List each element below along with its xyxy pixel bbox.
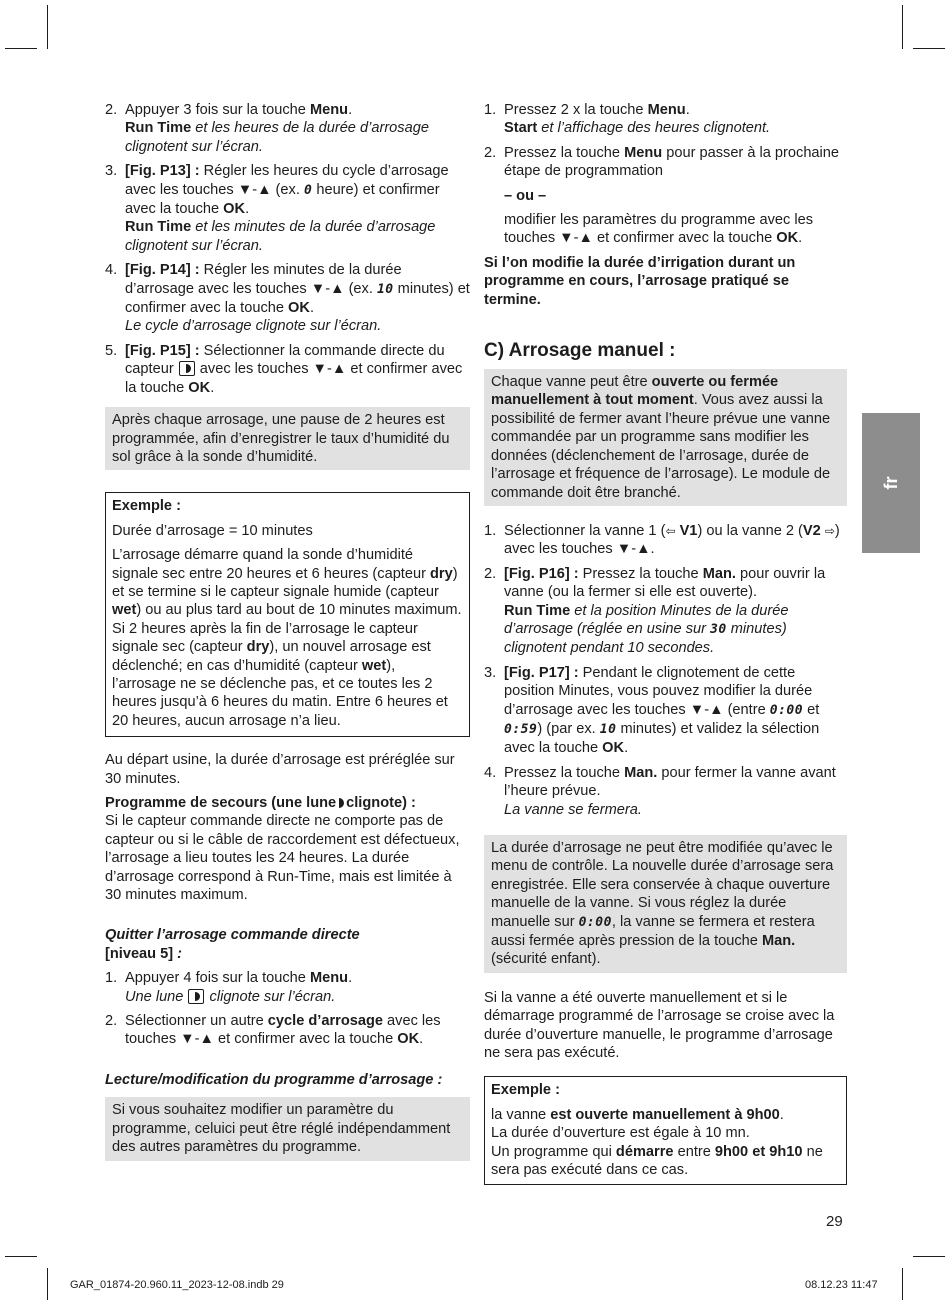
text: . (779, 1106, 784, 1123)
figure-ref: [Fig. P17] : (504, 664, 579, 681)
display-label: Run Time (125, 120, 192, 137)
text: est ouverte manuellement à 9h00 (550, 1106, 780, 1123)
text: Si le capteur commande directe ne comporte pas de capteur ou si le câble de raccordement est défectueux, l’arrosage a lieu toutes les 24 heures. La durée d’arrosage correspond à Run-Time, mais est limitée à 30 minutes maximum. (105, 813, 460, 904)
text: pour passer à la prochaine étape de programmation (504, 144, 840, 180)
text: Régler les heures du cycle d’arrosage avec les touches ▼-▲ (ex. (125, 163, 449, 198)
step-number: 1. (484, 522, 497, 539)
list-item (105, 969, 470, 1006)
text: entre (673, 1143, 715, 1160)
crop-mark (913, 48, 945, 49)
text: heure) et confirmer avec la touche (125, 181, 440, 218)
figure-ref: [Fig. P16] : (504, 565, 579, 582)
text: , la vanne se fermera et restera aussi fermée après pression de la touche (491, 913, 815, 950)
example-box (105, 492, 470, 737)
key-label: Menu (647, 102, 686, 118)
info-box (484, 835, 847, 973)
example-text (112, 546, 463, 730)
text: [niveau 5] (105, 945, 174, 962)
text: ), l’arrosage ne se déclenche pas, et ce toutes les 2 heures jusqu’à 6 heures du matin. Entre 6 heures et 20 heures, aucun arrosage n’a lieu. (112, 657, 448, 729)
list-item (105, 1012, 470, 1049)
step-number: 5. (105, 342, 118, 359)
footer-date: 08.12.23 11:47 (805, 1279, 878, 1291)
section-title: C) Arrosage manuel : (484, 340, 676, 362)
step-number: 3. (484, 664, 497, 681)
text: V1 (679, 522, 698, 539)
text: (sécurité enfant). (491, 951, 601, 968)
step-number: 2. (484, 565, 497, 582)
paragraph: Au départ usine, la durée d’arrosage est préréglée sur 30 minutes. (105, 752, 455, 787)
text: . (309, 300, 314, 317)
example-title: Exemple : (112, 498, 181, 515)
text: ) ou la vanne 2 ( (697, 522, 803, 539)
list-item (484, 144, 847, 248)
text: . Vous avez aussi la possibilité de fermer avant l’heure prévue une vanne commandée par un programme sans modifier les données (déclenchement de l’arrosage, durée de l’arrosage et fréquence de l’arrosage). Le module de commande doit être branché. (491, 392, 831, 501)
example-text (491, 1106, 840, 1180)
text: et les minutes de la durée d’arrosage clignotent sur l’écran. (125, 219, 436, 254)
text: L’arrosage démarre quand la sonde d’humidité signale sec entre 20 heures et 6 heures (capteur (112, 547, 431, 582)
arrow-left-icon: ⇦ (665, 523, 676, 538)
text: . (245, 201, 250, 218)
text: minutes) et validez la sélection avec la touche (504, 720, 820, 757)
lcd-value: 30 (710, 621, 727, 637)
key-label: Man. (624, 764, 658, 781)
lcd-value: 0 (303, 182, 313, 198)
text: Appuyer 3 fois sur la touche (125, 102, 306, 118)
lcd-value: 10 (376, 281, 394, 297)
text: modifier les paramètres du programme avec les touches ▼-▲ et confirmer avec la touche (504, 212, 814, 247)
key-label: OK (397, 1031, 420, 1048)
list-item (484, 664, 847, 758)
crop-mark (47, 1268, 48, 1300)
key-label: OK (602, 740, 625, 757)
language-tab (862, 413, 920, 553)
text: ) et se termine si le capteur signale humide (capteur (112, 565, 458, 600)
key-label: OK (188, 379, 211, 396)
list-item (105, 342, 470, 397)
list-item (105, 162, 470, 255)
text: Un programme qui (491, 1143, 616, 1160)
list-item (484, 522, 847, 559)
list-item (105, 101, 470, 156)
text: la vanne (491, 1106, 551, 1123)
text: et les heures de la durée d’arrosage clignotent sur l’écran. (125, 120, 429, 155)
quit-steps (105, 969, 470, 1049)
info-box (105, 1097, 470, 1160)
step-number: 1. (484, 102, 497, 118)
text: Sélectionner la vanne 1 ( (504, 522, 666, 539)
step-number: 2. (484, 144, 497, 161)
text: La durée d’ouverture est égale à 10 mn. (491, 1125, 750, 1142)
lcd-value: 0:59 (504, 721, 538, 737)
text: Programme de secours (une lune (105, 795, 337, 811)
step-number: 1. (105, 970, 118, 987)
figure-ref: [Fig. P15] : (125, 342, 200, 359)
warning-text: Si l’on modifie la durée d’irrigation durant un programme en cours, l’arrosage pratiqué se termine. (484, 254, 796, 308)
text: Régler les minutes de la durée d’arrosage avec les touches ▼-▲ (ex. (125, 262, 402, 297)
text: ), un nouvel arrosage est déclenché; en cas d’humidité (capteur (112, 639, 431, 674)
list-item (484, 764, 847, 819)
text: . (348, 102, 353, 118)
text: minutes) et confirmer avec la touche (125, 280, 470, 317)
text: avec les touches ▼-▲ et confirmer avec la touche (125, 1013, 441, 1048)
text: . (348, 970, 353, 987)
list-item (484, 101, 847, 138)
text: Sélectionner la commande directe du capteur (125, 342, 445, 378)
example-title: Exemple : (491, 1082, 560, 1099)
language-label: fr (880, 476, 901, 490)
step-number: 2. (105, 1013, 118, 1030)
steps-list (105, 101, 470, 397)
text: Pendant le clignotement de cette position Minutes, vous pouvez modifier la durée d’arrosage avec les touches ▼-▲ (entre (504, 664, 813, 718)
text: dry (246, 639, 270, 656)
crop-mark (5, 48, 37, 49)
text: Si vous souhaitez modifier un paramètre du programme, celuici peut être réglé indépendamment des autres paramètres du programme. (112, 1102, 451, 1156)
example-box (484, 1076, 847, 1184)
text: . (419, 1031, 424, 1048)
text: Après chaque arrosage, une pause de 2 heures est programmée, afin d’enregistrer le taux d’humidité du sol grâce à la sonde d’humidité. (112, 412, 450, 465)
text: et (803, 701, 820, 718)
text: cycle d’arrosage (267, 1013, 383, 1030)
moon-icon (339, 798, 344, 808)
text: Pressez la touche (504, 764, 625, 781)
list-item (105, 261, 470, 336)
example-line: Durée d’arrosage = 10 minutes (112, 522, 313, 539)
display-label: Start (504, 120, 538, 137)
text: 9h00 et 9h10 (714, 1143, 803, 1160)
text: Pressez la touche (578, 565, 703, 582)
crop-mark (47, 5, 48, 49)
key-label: OK (776, 230, 799, 247)
key-label: OK (288, 300, 310, 317)
key-label: OK (223, 201, 246, 218)
steps-list (484, 101, 847, 248)
key-label: Man. (702, 565, 736, 582)
text: Une lune (125, 988, 188, 1005)
lcd-value: 10 (599, 721, 617, 737)
manual-steps (484, 522, 847, 819)
text: wet (112, 602, 137, 619)
info-box (484, 369, 847, 506)
lcd-value: 0:00 (578, 914, 612, 930)
text: Pressez la touche (504, 144, 625, 161)
text: Chaque vanne peut être (491, 374, 652, 391)
figure-ref: [Fig. P13] : (125, 163, 200, 180)
text: minutes) clignotent pendant 10 secondes. (504, 620, 787, 657)
list-item (484, 565, 847, 658)
lecture-heading: Lecture/modification du programme d’arrosage : (105, 1071, 443, 1088)
key-label: Menu (624, 144, 663, 161)
emergency-program (105, 794, 470, 904)
text: Pressez 2 x la touche (504, 102, 648, 118)
text: clignote) : (346, 795, 416, 811)
text: dry (430, 565, 453, 582)
text: et la position Minutes de la durée d’arrosage (réglée en usine sur (504, 602, 789, 637)
key-label: Man. (761, 933, 796, 950)
step-number: 4. (484, 764, 497, 781)
text: Quitter l’arrosage commande directe (105, 927, 360, 944)
crop-mark (913, 1256, 945, 1257)
step-number: 4. (105, 262, 118, 279)
text: clignote sur l’écran. (205, 988, 336, 1005)
text: . (210, 379, 215, 396)
text: pour fermer la vanne avant l’heure prévue. (504, 764, 836, 800)
info-box (105, 407, 470, 470)
left-column (105, 101, 470, 1161)
key-label: Menu (309, 102, 349, 118)
text: ) ou au plus tard au bout de 10 minutes maximum. Si 2 heures après la fin de l’arrosage le capteur signale sec (capteur (112, 602, 462, 656)
text: avec les touches ▼-▲ et confirmer avec la touche (125, 361, 463, 396)
lcd-value: 0:00 (769, 702, 804, 718)
text: et l’affichage des heures clignotent. (537, 120, 771, 137)
moon-sensor-icon (179, 361, 195, 376)
step-number: 3. (105, 163, 118, 180)
quit-heading (105, 926, 470, 963)
figure-ref: [Fig. P14] : (125, 262, 200, 279)
footer-file-info: GAR_01874-20.960.11_2023-12-08.indb 29 (70, 1279, 284, 1291)
text: Sélectionner un autre (125, 1013, 268, 1030)
text: ) avec les touches ▼-▲. (504, 522, 840, 558)
crop-mark (902, 1268, 903, 1300)
text: . (685, 102, 690, 118)
key-label: Menu (309, 970, 349, 987)
text: ouverte ou fermée manuellement à tout moment (491, 374, 779, 409)
text: . (624, 740, 629, 757)
page-number: 29 (826, 1213, 843, 1230)
text: : (173, 945, 183, 962)
paragraph: Si la vanne a été ouverte manuellement et si le démarrage programmé de l’arrosage se croise avec la durée d’ouverture manuelle, le programme d’arrosage ne sera pas exécuté. (484, 989, 835, 1062)
right-column (484, 101, 847, 1185)
arrow-right-icon: ⇨ (824, 523, 835, 538)
text: wet (361, 657, 387, 674)
text: ) (par ex. (537, 720, 600, 737)
text: ne sera pas exécuté dans ce cas. (491, 1143, 823, 1179)
text: . (798, 230, 803, 247)
display-label: Run Time (125, 219, 192, 236)
display-label: Run Time (504, 602, 571, 619)
text: Le cycle d’arrosage clignote sur l’écran. (125, 318, 382, 335)
step-number: 2. (105, 102, 118, 118)
crop-mark (902, 5, 903, 49)
text: V2 (802, 522, 821, 539)
text: démarre (615, 1143, 674, 1160)
text: pour ouvrir la vanne (ou la fermer si elle est ouverte). (504, 565, 826, 601)
crop-mark (5, 1256, 37, 1257)
text: La vanne se fermera. (504, 801, 642, 818)
text: La durée d’arrosage ne peut être modifiée qu’avec le menu de contrôle. La nouvelle durée d’arrosage sera enregistrée. Elle sera conservée à chaque ouverture manuelle de la vanne. Si vous réglez la durée manuelle sur (491, 840, 834, 930)
text: – ou – (504, 187, 547, 204)
text: Appuyer 4 fois sur la touche (125, 970, 310, 987)
moon-sensor-icon (188, 989, 204, 1004)
